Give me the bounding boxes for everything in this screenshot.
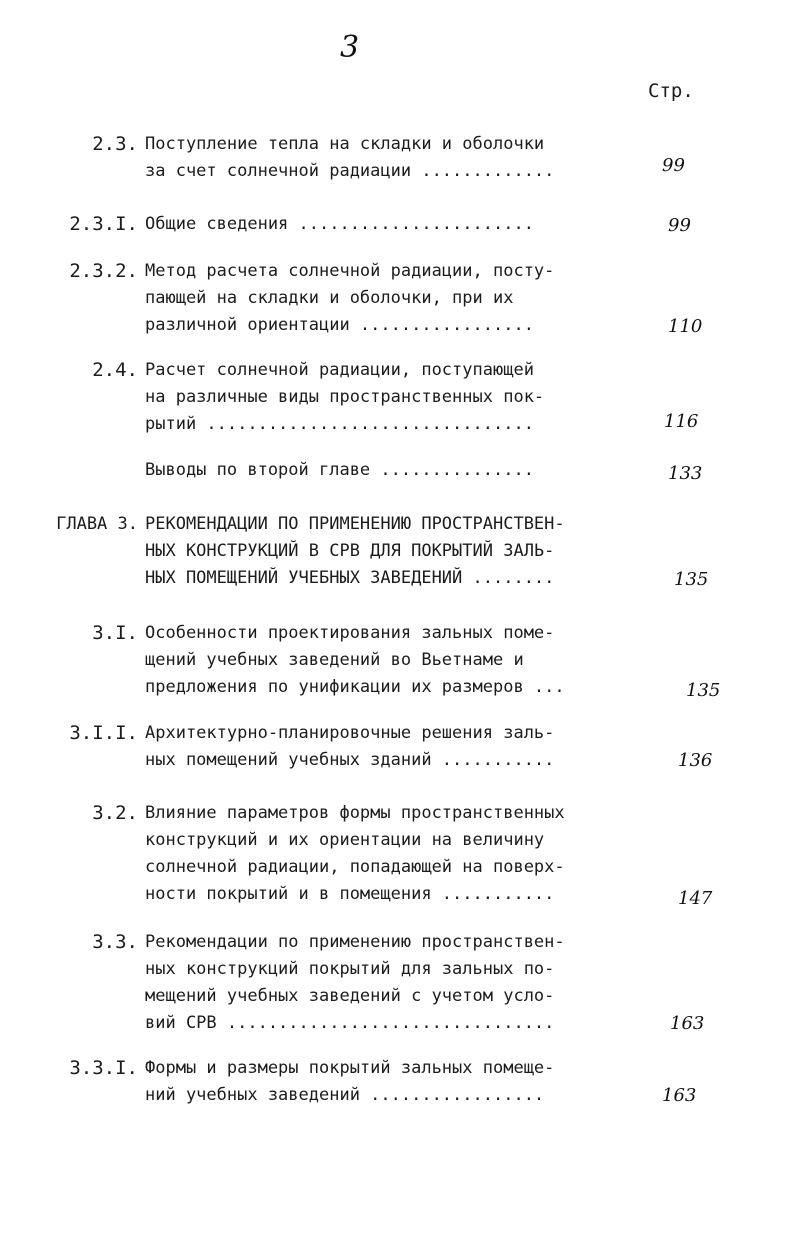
toc-entry-line: РЕКОМЕНДАЦИИ ПО ПРИМЕНЕНИЮ ПРОСТРАНСТВЕН- [145,514,565,534]
toc-entry-number: 2.3.2. [69,260,138,282]
toc-entry-page: 136 [678,750,713,771]
toc-entry-title [145,258,605,339]
toc-entry-page: 147 [678,888,713,909]
toc-entry-line: Рекомендации по применению пространствен- [145,932,565,952]
toc-entry-line: солнечной радиации, попадающей на поверх- [145,857,565,877]
toc-entry-page: 99 [662,155,685,176]
page-number: 3 [340,30,360,65]
toc-entry-line: ний учебных заведений ................. [145,1085,545,1105]
toc-entry-line: рытий ................................ [145,414,534,434]
toc-entry-line: НЫХ КОНСТРУКЦИЙ В СРВ ДЛЯ ПОКРЫТИЙ ЗАЛЬ- [145,541,555,561]
toc-entry-line: Формы и размеры покрытий зальных помеще- [145,1058,555,1078]
toc-entry-title [145,720,605,774]
toc-entry-number: 3.I. [92,622,138,644]
toc-entry-title [145,1055,605,1109]
toc-entry-number: 2.3. [92,133,138,155]
toc-entry-line: пающей на складки и оболочки, при их [145,288,514,308]
toc-entry-line: за счет солнечной радиации ............. [145,161,555,181]
toc-entry-line: ности покрытий и в помещения ........... [145,884,555,904]
toc-entry-line: мещений учебных заведений с учетом усло- [145,986,555,1006]
toc-entry-title [145,211,605,238]
toc-entry-line: Архитектурно-планировочные решения заль- [145,723,555,743]
toc-entry-line: щений учебных заведений во Вьетнаме и [145,650,524,670]
toc-entry-line: ных помещений учебных зданий ........... [145,750,555,770]
toc-entry-line: Расчет солнечной радиации, поступающей [145,360,534,380]
toc-entry-page: 110 [668,316,703,337]
toc-entry-page: 135 [674,569,709,590]
toc-entry-line: Общие сведения ....................... [145,214,534,234]
page-column-label: Стр. [648,80,694,102]
toc-entry-line: Выводы по второй главе ............... [145,460,534,480]
toc-entry-number: ГЛАВА 3. [56,514,138,534]
toc-entry-number: 3.3. [92,931,138,953]
toc-entry-title [145,511,605,592]
toc-entry-number: 2.3.I. [69,213,138,235]
toc-entry-title [145,131,605,185]
toc-entry-number: 2.4. [92,359,138,381]
toc-entry-line: конструкций и их ориентации на величину [145,830,545,850]
toc-entry-page: 163 [662,1085,697,1106]
toc-entry-line: НЫХ ПОМЕЩЕНИЙ УЧЕБНЫХ ЗАВЕДЕНИЙ ........ [145,568,555,588]
toc-entry-line: различной ориентации ................. [145,315,534,335]
toc-entry-line: Влияние параметров формы пространственных [145,803,565,823]
toc-entry-title [145,457,605,484]
toc-entry-number: 3.3.I. [69,1057,138,1079]
toc-entry-page: 135 [686,680,721,701]
toc-entry-title [145,620,605,701]
toc-entry-page: 99 [668,215,691,236]
toc-entry-line: вий СРВ ................................ [145,1013,555,1033]
toc-entry-line: предложения по унификации их размеров ... [145,677,565,697]
toc-entry-line: Метод расчета солнечной радиации, посту- [145,261,555,281]
toc-entry-title [145,929,605,1037]
toc-entry-line: Поступление тепла на складки и оболочки [145,134,545,154]
toc-entry-line: на различные виды пространственных пок- [145,387,545,407]
toc-entry-number: 3.I.I. [69,722,138,744]
toc-entry-page: 116 [664,411,699,432]
toc-entry-title [145,800,605,908]
toc-entry-page: 163 [670,1013,705,1034]
toc-entry-title [145,357,605,438]
toc-entry-line: ных конструкций покрытий для зальных по- [145,959,555,979]
toc-entry-page: 133 [668,463,703,484]
toc-entry-line: Особенности проектирования зальных поме- [145,623,555,643]
toc-entry-number: 3.2. [92,802,138,824]
